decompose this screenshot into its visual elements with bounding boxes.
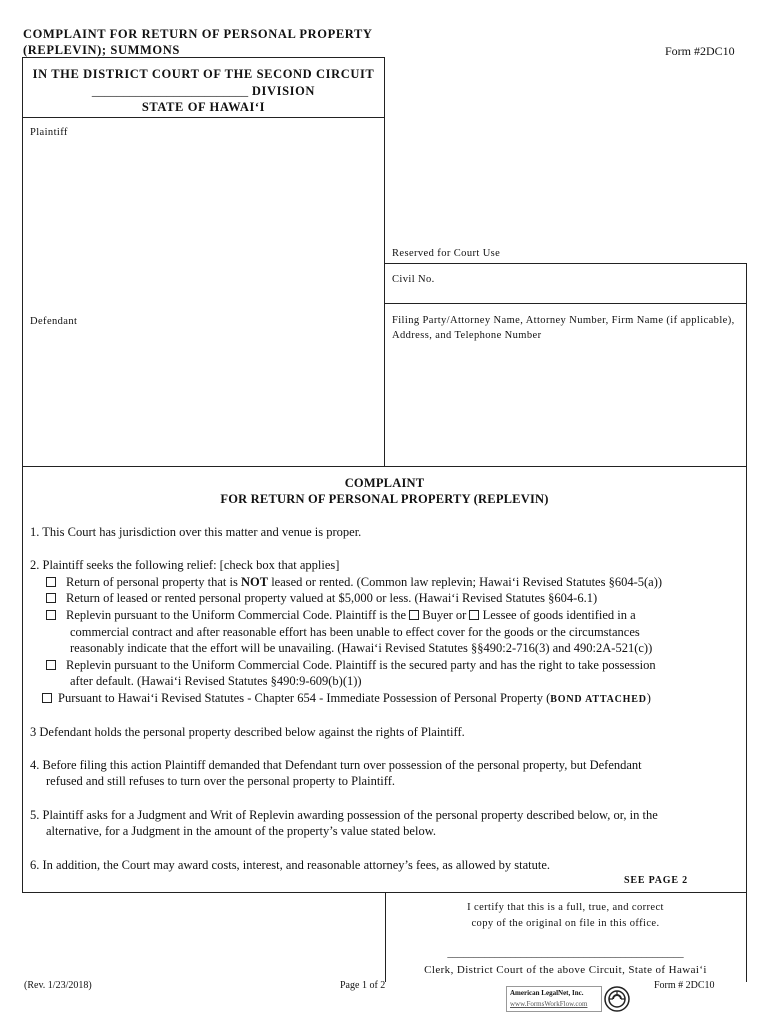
relief-option-5-text-a: Pursuant to Hawai‘i Revised Statutes - Chapter 654 - Immediate Possession of Personal Property (: [58, 691, 551, 705]
defendant-label: Defendant: [30, 316, 78, 327]
relief-option-1-text-a: Return of personal property that is: [66, 575, 241, 589]
court-state: STATE OF HAWAI‘I: [141, 100, 266, 114]
relief-option-5-text-b: ): [646, 691, 651, 705]
division-label: DIVISION: [251, 84, 316, 98]
relief-option-2-checkbox[interactable]: [46, 593, 56, 603]
vendor-name: American LegalNet, Inc.: [510, 989, 584, 997]
relief-option-3-buyer: Buyer or: [419, 608, 470, 622]
complaint-item-6: 6. In addition, the Court may award costs, interest, and reasonable attorney’s fees, as allowed by statute.: [30, 858, 550, 872]
civil-no-field[interactable]: [440, 268, 740, 298]
relief-option-3: [46, 607, 746, 624]
reserved-court-use-label: Reserved for Court Use: [392, 248, 501, 259]
relief-option-1-text-b: leased or rented. (Common law replevin; Hawai‘i Revised Statutes §604-5(a)): [268, 575, 663, 589]
form-title-line1: COMPLAINT FOR RETURN OF PERSONAL PROPERTY: [23, 27, 373, 41]
civil-no-label: Civil No.: [392, 274, 435, 285]
complaint-subheading: FOR RETURN OF PERSONAL PROPERTY (REPLEVIN): [220, 492, 549, 506]
relief-option-3-checkbox[interactable]: [46, 610, 56, 620]
relief-option-5-checkbox[interactable]: [42, 693, 52, 703]
relief-option-5: [42, 690, 742, 709]
complaint-item-5-line2: alternative, for a Judgment in the amount of the property’s value stated below.: [46, 824, 437, 838]
divider: [746, 263, 747, 467]
complaint-item-3: 3 Defendant holds the personal property described below against the rights of Plaintiff.: [30, 725, 465, 739]
revision-date: (Rev. 1/23/2018): [24, 980, 92, 991]
certify-line1: I certify that this is a full, true, and correct: [467, 902, 664, 913]
relief-option-4-line2: after default. (Hawai‘i Revised Statutes §490:9-609(b)(1)): [70, 674, 362, 688]
divider: [22, 466, 23, 893]
clerk-label: Clerk, District Court of the above Circuit, State of Hawai‘i: [424, 964, 707, 976]
relief-option-1-not: NOT: [240, 575, 269, 589]
clerk-signature-line[interactable]: _____________________________________________: [447, 948, 684, 959]
relief-option-4: [46, 657, 746, 674]
lessee-checkbox[interactable]: [469, 610, 479, 620]
divider: [385, 303, 747, 304]
division-blank[interactable]: _________________________: [91, 84, 249, 98]
divider: [22, 117, 385, 118]
relief-option-4-checkbox[interactable]: [46, 660, 56, 670]
page-number: Page 1 of 2: [340, 980, 386, 991]
defendant-field[interactable]: [26, 330, 380, 460]
form-number: Form #2DC10: [665, 44, 735, 58]
certify-line2: copy of the original on file in this office.: [471, 918, 660, 929]
filing-party-field[interactable]: [390, 345, 742, 460]
divider: [746, 892, 747, 982]
vendor-seal-icon: [604, 986, 630, 1012]
relief-option-3-line2: commercial contract and after reasonable effort has been unable to effect cover for the goods or the circumstances: [70, 625, 640, 639]
footer-form-number: Form # 2DC10: [654, 980, 715, 991]
relief-option-2-text: Return of leased or rented personal property valued at $5,000 or less. (Hawai‘i Revised Statutes §604-6.1): [66, 591, 598, 605]
complaint-item-4: 4. Before filing this action Plaintiff demanded that Defendant turn over possession of the personal property, but Defendant: [30, 758, 642, 772]
complaint-item-2: 2. Plaintiff seeks the following relief: [check box that applies]: [30, 558, 340, 572]
plaintiff-label: Plaintiff: [30, 127, 68, 138]
form-title-line2: (REPLEVIN); SUMMONS: [23, 43, 180, 57]
vendor-logo: [506, 986, 630, 1014]
see-page-2: SEE PAGE 2: [624, 875, 688, 886]
bond-attached: BOND ATTACHED: [550, 694, 647, 705]
relief-option-1: [46, 574, 746, 591]
relief-option-3-line3: reasonably indicate that the effort will be unavailing. (Hawai‘i Revised Statutes §§490:2-716(3) and 490:2A-521(c)): [70, 641, 653, 655]
relief-option-3-text-a: Replevin pursuant to the Uniform Commercial Code. Plaintiff is the: [66, 608, 410, 622]
filing-party-label: Filing Party/Attorney Name, Attorney Number, Firm Name (if applicable), Address, and Telephone Number: [392, 315, 735, 341]
divider: [385, 263, 747, 264]
buyer-checkbox[interactable]: [409, 610, 419, 620]
court-division: [22, 83, 385, 99]
complaint-item-1: 1. This Court has jurisdiction over this matter and venue is proper.: [30, 525, 362, 539]
relief-option-3-text-b: Lessee of goods identified in a: [479, 608, 636, 622]
court-name: IN THE DISTRICT COURT OF THE SECOND CIRCUIT: [32, 67, 375, 81]
relief-option-1-checkbox[interactable]: [46, 577, 56, 587]
complaint-heading: COMPLAINT: [344, 476, 425, 490]
vendor-url[interactable]: www.FormsWorkFlow.com: [510, 1000, 588, 1008]
relief-option-2: [46, 590, 746, 607]
relief-option-4-text: Replevin pursuant to the Uniform Commercial Code. Plaintiff is the secured party and has the right to take possession: [66, 658, 656, 672]
complaint-item-5: 5. Plaintiff asks for a Judgment and Writ of Replevin awarding possession of the personal property described below, or, in the: [30, 808, 658, 822]
complaint-item-4-line2: refused and still refuses to turn over the personal property to Plaintiff.: [46, 774, 395, 788]
plaintiff-field[interactable]: [26, 142, 380, 302]
divider: [22, 466, 747, 467]
